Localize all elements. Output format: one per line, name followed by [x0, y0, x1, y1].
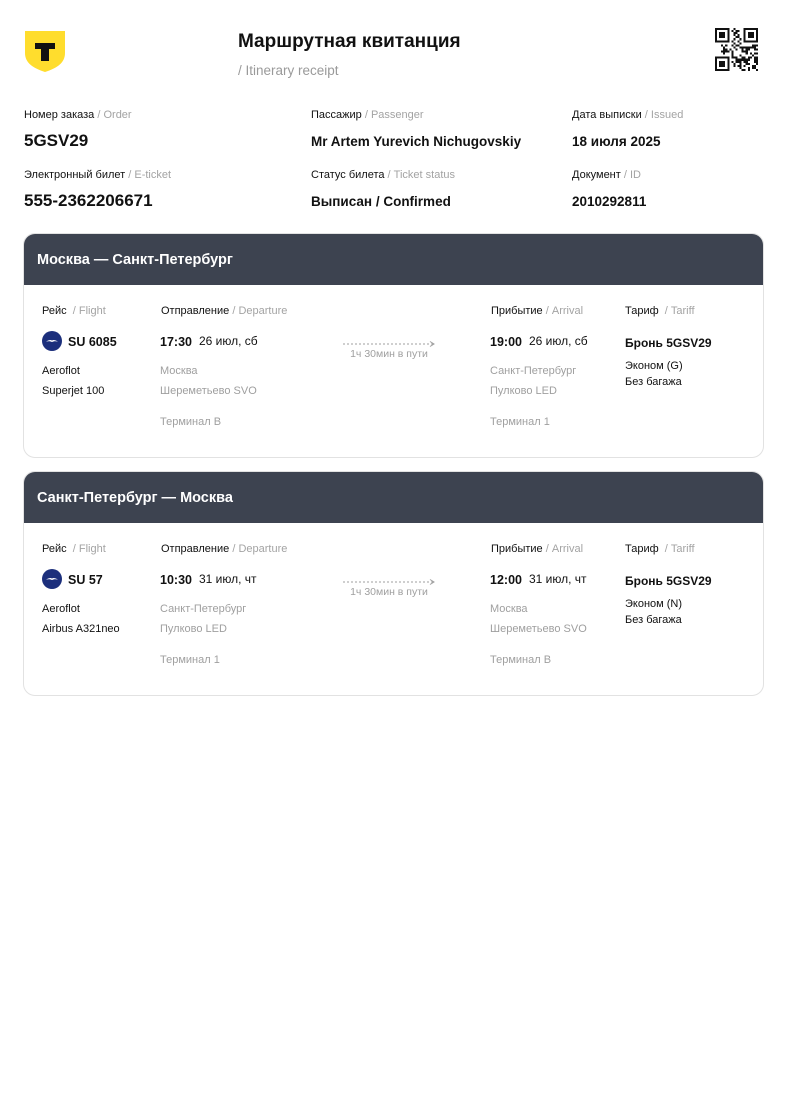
departure-terminal: Терминал B [160, 416, 222, 428]
fare-class: Эконом (G) [625, 360, 683, 372]
page-title: Маршрутная квитанция [238, 31, 461, 52]
arrival-date: 31 июл, чт [529, 572, 587, 586]
flight-number: SU 6085 [68, 335, 117, 349]
route-arrow-icon [342, 578, 436, 586]
qr-code-modules [715, 28, 758, 71]
departure-city: Москва [160, 365, 198, 377]
passenger-name: Mr Artem Yurevich Nichugovskiy [311, 134, 522, 149]
aircraft-model: Superjet 100 [42, 385, 105, 397]
aircraft-model: Airbus A321neo [42, 623, 120, 635]
ticket-status: Выписан / Confirmed [311, 194, 451, 209]
aeroflot-logo-icon [42, 569, 62, 589]
arrival-terminal: Терминал B [490, 654, 552, 666]
document-number: 2010292811 [572, 194, 647, 209]
arrival-date: 26 июл, сб [529, 334, 588, 348]
page-subtitle: / Itinerary receipt [238, 63, 339, 78]
flight-column-label: Рейс / Flight [42, 305, 106, 317]
aeroflot-logo-icon [42, 331, 62, 351]
airline-name: Aeroflot [42, 365, 80, 377]
document-label: Документ / ID [572, 169, 641, 181]
order-label: Номер заказа / Order [24, 109, 132, 121]
arrival-airport: Пулково LED [490, 385, 557, 397]
flight-number: SU 57 [68, 573, 103, 587]
order-number: 5GSV29 [24, 131, 89, 150]
issued-label: Дата выписки / Issued [572, 109, 684, 121]
baggage-allowance: Без багажа [625, 614, 682, 626]
segment-details [24, 523, 763, 695]
tariff-column-label: Тариф / Tariff [625, 543, 695, 555]
departure-column-label: Отправление / Departure [161, 305, 288, 317]
arrival-city: Москва [490, 603, 528, 615]
arrival-terminal: Терминал 1 [490, 416, 550, 428]
baggage-allowance: Без багажа [625, 376, 682, 388]
departure-column-label: Отправление / Departure [161, 543, 288, 555]
airline-name: Aeroflot [42, 603, 80, 615]
segment-details [24, 285, 763, 457]
departure-date: 31 июл, чт [199, 572, 257, 586]
bank-logo [24, 30, 66, 72]
tariff-column-label: Тариф / Tariff [625, 305, 695, 317]
departure-airport: Шереметьево SVO [160, 385, 257, 397]
departure-date: 26 июл, сб [199, 334, 258, 348]
booking-reference: Бронь 5GSV29 [625, 574, 712, 588]
booking-reference: Бронь 5GSV29 [625, 336, 712, 350]
arrival-column-label: Прибытие / Arrival [491, 543, 584, 555]
departure-terminal: Терминал 1 [160, 654, 220, 666]
eticket-number: 555-2362206671 [24, 191, 153, 210]
departure-time: 10:30 [160, 573, 192, 587]
departure-time: 17:30 [160, 335, 192, 349]
route-arrow-icon [342, 340, 436, 348]
arrival-city: Санкт-Петербург [490, 365, 577, 377]
flight-duration: 1ч 30мин в пути [350, 586, 428, 598]
flight-segment-card [23, 471, 764, 696]
flight-column-label: Рейс / Flight [42, 543, 106, 555]
segment-route-title: Санкт-Петербург — Москва [24, 472, 763, 523]
qr-code-icon [715, 28, 758, 71]
arrival-time: 12:00 [490, 573, 522, 587]
eticket-label: Электронный билет / E-ticket [24, 169, 172, 181]
issued-date: 18 июля 2025 [572, 134, 661, 149]
arrival-column-label: Прибытие / Arrival [491, 305, 584, 317]
flight-duration: 1ч 30мин в пути [350, 348, 428, 360]
arrival-time: 19:00 [490, 335, 522, 349]
departure-airport: Пулково LED [160, 623, 227, 635]
segment-route-title: Москва — Санкт-Петербург [24, 234, 763, 285]
passenger-label: Пассажир / Passenger [311, 109, 424, 121]
fare-class: Эконом (N) [625, 598, 683, 610]
status-label: Статус билета / Ticket status [311, 169, 455, 181]
flight-segment-card [23, 233, 764, 458]
departure-city: Санкт-Петербург [160, 603, 247, 615]
arrival-airport: Шереметьево SVO [490, 623, 587, 635]
